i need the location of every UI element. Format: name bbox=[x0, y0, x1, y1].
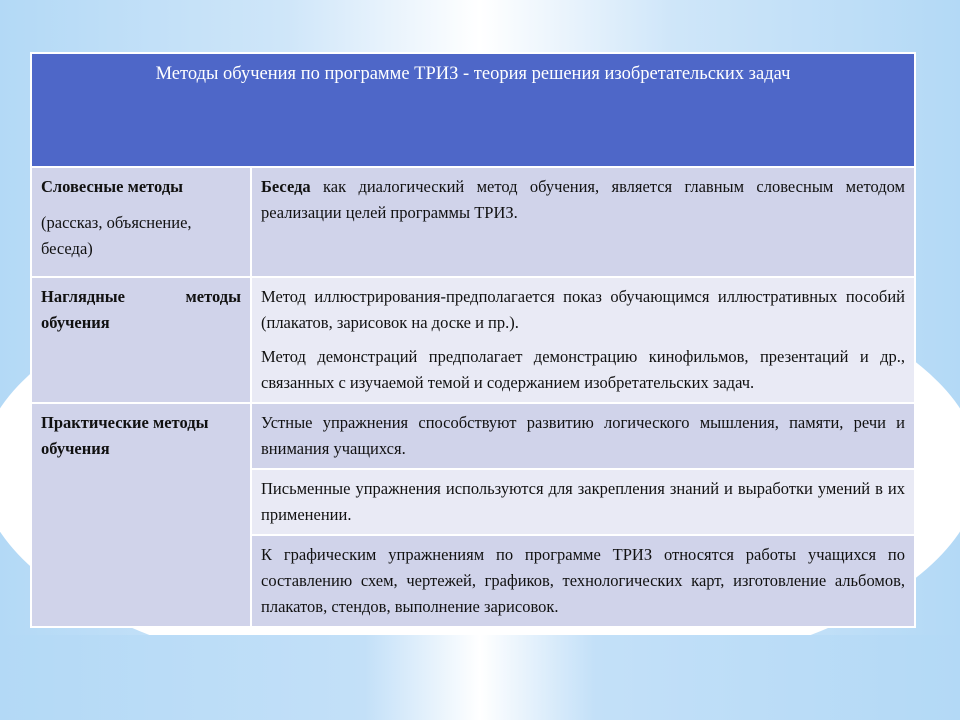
method-name: Словесные методы bbox=[41, 177, 184, 196]
desc-text: Метод иллюстрирования-предполагается показ обучающимся иллюстративных пособий (плакатов, зарисовок на доске и пр.). bbox=[261, 287, 905, 332]
desc-cell: К графическим упражнениям по программе ТРИЗ относятся работы учащихся по составлению схем, чертежей, графиков, технологических карт, изготовление альбомов, плакатов, стендов, выполнение зарисовок. bbox=[251, 535, 915, 627]
desc-cell: Устные упражнения способствуют развитию логического мышления, памяти, речи и внимания учащихся. bbox=[251, 403, 915, 469]
table-row bbox=[31, 167, 915, 277]
desc-text: Метод демонстраций предполагает демонстрацию кинофильмов, презентаций и др., связанных с изучаемой темой и содержанием изобретательских задач. bbox=[261, 347, 905, 392]
table-row bbox=[31, 277, 915, 403]
methods-table bbox=[30, 52, 916, 628]
table-row bbox=[31, 403, 915, 469]
table-title: Методы обучения по программе ТРИЗ - теория решения изобретательских задач bbox=[31, 53, 915, 167]
background-band bbox=[0, 635, 960, 720]
desc-cell bbox=[251, 277, 915, 403]
method-cell bbox=[31, 277, 251, 403]
method-name: Наглядные методы обучения bbox=[41, 287, 241, 332]
desc-cell bbox=[251, 167, 915, 277]
method-cell bbox=[31, 167, 251, 277]
method-cell bbox=[31, 403, 251, 627]
method-note: (рассказ, объяснение, беседа) bbox=[41, 213, 192, 258]
desc-lead: Беседа bbox=[261, 177, 311, 196]
desc-cell: Письменные упражнения используются для закрепления знаний и выработки умений в их применении. bbox=[251, 469, 915, 535]
method-name: Практические методы обучения bbox=[41, 413, 209, 458]
desc-text: как диалогический метод обучения, является главным словесным методом реализации целей программы ТРИЗ. bbox=[261, 177, 905, 222]
